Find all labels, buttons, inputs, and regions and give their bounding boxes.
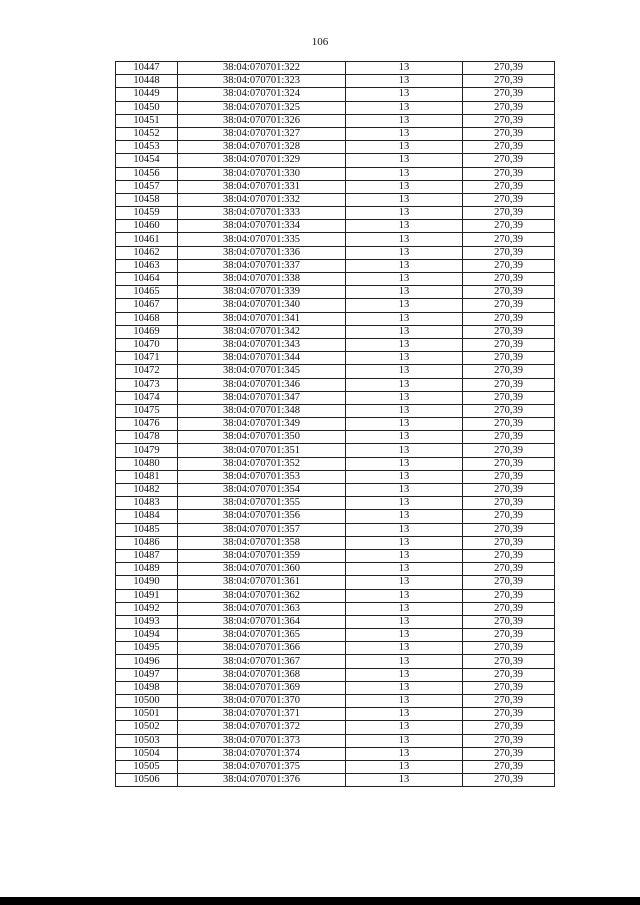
cadastral-number-cell: 38:04:070701:342 <box>178 325 346 338</box>
table-row <box>116 338 555 351</box>
count-cell: 13 <box>346 655 463 668</box>
value-cell: 270,39 <box>463 154 555 167</box>
count-cell: 13 <box>346 207 463 220</box>
value-cell: 270,39 <box>463 418 555 431</box>
count-cell: 13 <box>346 418 463 431</box>
count-cell: 13 <box>346 75 463 88</box>
table-row <box>116 497 555 510</box>
count-cell: 13 <box>346 681 463 694</box>
value-cell: 270,39 <box>463 180 555 193</box>
value-cell: 270,39 <box>463 457 555 470</box>
cadastral-number-cell: 38:04:070701:355 <box>178 497 346 510</box>
count-cell: 13 <box>346 154 463 167</box>
value-cell: 270,39 <box>463 299 555 312</box>
table-row <box>116 325 555 338</box>
row-number-cell: 10503 <box>116 734 178 747</box>
table-row <box>116 220 555 233</box>
row-number-cell: 10494 <box>116 629 178 642</box>
table-row <box>116 668 555 681</box>
cadastral-number-cell: 38:04:070701:357 <box>178 523 346 536</box>
value-cell: 270,39 <box>463 88 555 101</box>
cadastral-number-cell: 38:04:070701:352 <box>178 457 346 470</box>
row-number-cell: 10451 <box>116 114 178 127</box>
table-row <box>116 708 555 721</box>
row-number-cell: 10484 <box>116 510 178 523</box>
cadastral-number-cell: 38:04:070701:364 <box>178 615 346 628</box>
table-row <box>116 629 555 642</box>
cadastral-number-cell: 38:04:070701:325 <box>178 101 346 114</box>
cadastral-number-cell: 38:04:070701:356 <box>178 510 346 523</box>
value-cell: 270,39 <box>463 536 555 549</box>
value-cell: 270,39 <box>463 721 555 734</box>
value-cell: 270,39 <box>463 193 555 206</box>
cadastral-number-cell: 38:04:070701:328 <box>178 141 346 154</box>
value-cell: 270,39 <box>463 273 555 286</box>
row-number-cell: 10474 <box>116 391 178 404</box>
cadastral-number-cell: 38:04:070701:354 <box>178 484 346 497</box>
cadastral-number-cell: 38:04:070701:349 <box>178 418 346 431</box>
count-cell: 13 <box>346 563 463 576</box>
row-number-cell: 10479 <box>116 444 178 457</box>
table-row <box>116 695 555 708</box>
row-number-cell: 10482 <box>116 484 178 497</box>
cadastral-number-cell: 38:04:070701:344 <box>178 352 346 365</box>
value-cell: 270,39 <box>463 470 555 483</box>
cadastral-number-cell: 38:04:070701:375 <box>178 760 346 773</box>
cadastral-number-cell: 38:04:070701:347 <box>178 391 346 404</box>
row-number-cell: 10453 <box>116 141 178 154</box>
row-number-cell: 10496 <box>116 655 178 668</box>
row-number-cell: 10467 <box>116 299 178 312</box>
count-cell: 13 <box>346 747 463 760</box>
row-number-cell: 10449 <box>116 88 178 101</box>
row-number-cell: 10469 <box>116 325 178 338</box>
cadastral-number-cell: 38:04:070701:338 <box>178 273 346 286</box>
row-number-cell: 10456 <box>116 167 178 180</box>
table-row <box>116 760 555 773</box>
row-number-cell: 10464 <box>116 273 178 286</box>
count-cell: 13 <box>346 220 463 233</box>
count-cell: 13 <box>346 180 463 193</box>
row-number-cell: 10495 <box>116 642 178 655</box>
table-row <box>116 378 555 391</box>
table-row <box>116 418 555 431</box>
count-cell: 13 <box>346 312 463 325</box>
row-number-cell: 10480 <box>116 457 178 470</box>
value-cell: 270,39 <box>463 391 555 404</box>
cadastral-number-cell: 38:04:070701:361 <box>178 576 346 589</box>
count-cell: 13 <box>346 642 463 655</box>
value-cell: 270,39 <box>463 101 555 114</box>
cadastral-number-cell: 38:04:070701:327 <box>178 127 346 140</box>
cadastral-number-cell: 38:04:070701:374 <box>178 747 346 760</box>
cadastral-number-cell: 38:04:070701:333 <box>178 207 346 220</box>
table-row <box>116 642 555 655</box>
value-cell: 270,39 <box>463 747 555 760</box>
table-row <box>116 193 555 206</box>
table-row <box>116 549 555 562</box>
row-number-cell: 10491 <box>116 589 178 602</box>
value-cell: 270,39 <box>463 484 555 497</box>
count-cell: 13 <box>346 352 463 365</box>
cadastral-number-cell: 38:04:070701:332 <box>178 193 346 206</box>
count-cell: 13 <box>346 338 463 351</box>
row-number-cell: 10483 <box>116 497 178 510</box>
value-cell: 270,39 <box>463 444 555 457</box>
row-number-cell: 10478 <box>116 431 178 444</box>
cadastral-number-cell: 38:04:070701:368 <box>178 668 346 681</box>
cadastral-number-cell: 38:04:070701:329 <box>178 154 346 167</box>
value-cell: 270,39 <box>463 259 555 272</box>
cadastral-number-cell: 38:04:070701:353 <box>178 470 346 483</box>
row-number-cell: 10497 <box>116 668 178 681</box>
table-row <box>116 563 555 576</box>
cadastral-number-cell: 38:04:070701:350 <box>178 431 346 444</box>
row-number-cell: 10452 <box>116 127 178 140</box>
table-row <box>116 180 555 193</box>
value-cell: 270,39 <box>463 510 555 523</box>
row-number-cell: 10502 <box>116 721 178 734</box>
table-row <box>116 589 555 602</box>
row-number-cell: 10460 <box>116 220 178 233</box>
value-cell: 270,39 <box>463 576 555 589</box>
value-cell: 270,39 <box>463 681 555 694</box>
count-cell: 13 <box>346 299 463 312</box>
cadastral-number-cell: 38:04:070701:337 <box>178 259 346 272</box>
count-cell: 13 <box>346 246 463 259</box>
count-cell: 13 <box>346 259 463 272</box>
value-cell: 270,39 <box>463 207 555 220</box>
count-cell: 13 <box>346 101 463 114</box>
value-cell: 270,39 <box>463 312 555 325</box>
count-cell: 13 <box>346 589 463 602</box>
table-row <box>116 602 555 615</box>
table-row <box>116 655 555 668</box>
row-number-cell: 10506 <box>116 774 178 787</box>
row-number-cell: 10473 <box>116 378 178 391</box>
value-cell: 270,39 <box>463 246 555 259</box>
row-number-cell: 10448 <box>116 75 178 88</box>
table-row <box>116 88 555 101</box>
count-cell: 13 <box>346 602 463 615</box>
cadastral-number-cell: 38:04:070701:334 <box>178 220 346 233</box>
row-number-cell: 10470 <box>116 338 178 351</box>
page-number: 106 <box>311 36 329 48</box>
value-cell: 270,39 <box>463 431 555 444</box>
count-cell: 13 <box>346 88 463 101</box>
row-number-cell: 10486 <box>116 536 178 549</box>
value-cell: 270,39 <box>463 114 555 127</box>
value-cell: 270,39 <box>463 760 555 773</box>
row-number-cell: 10450 <box>116 101 178 114</box>
table-row <box>116 721 555 734</box>
count-cell: 13 <box>346 167 463 180</box>
count-cell: 13 <box>346 273 463 286</box>
count-cell: 13 <box>346 576 463 589</box>
row-number-cell: 10505 <box>116 760 178 773</box>
cadastral-number-cell: 38:04:070701:370 <box>178 695 346 708</box>
cadastral-number-cell: 38:04:070701:373 <box>178 734 346 747</box>
row-number-cell: 10490 <box>116 576 178 589</box>
value-cell: 270,39 <box>463 615 555 628</box>
count-cell: 13 <box>346 523 463 536</box>
value-cell: 270,39 <box>463 549 555 562</box>
registry-table-body <box>116 62 555 787</box>
count-cell: 13 <box>346 431 463 444</box>
count-cell: 13 <box>346 378 463 391</box>
table-row <box>116 75 555 88</box>
table-row <box>116 299 555 312</box>
table-row <box>116 510 555 523</box>
count-cell: 13 <box>346 127 463 140</box>
row-number-cell: 10458 <box>116 193 178 206</box>
count-cell: 13 <box>346 484 463 497</box>
value-cell: 270,39 <box>463 695 555 708</box>
table-row <box>116 734 555 747</box>
cadastral-number-cell: 38:04:070701:330 <box>178 167 346 180</box>
table-row <box>116 444 555 457</box>
row-number-cell: 10485 <box>116 523 178 536</box>
value-cell: 270,39 <box>463 734 555 747</box>
value-cell: 270,39 <box>463 378 555 391</box>
table-row <box>116 431 555 444</box>
row-number-cell: 10465 <box>116 286 178 299</box>
scan-edge-band <box>0 897 640 905</box>
registry-table <box>115 61 555 787</box>
table-row <box>116 457 555 470</box>
table-row <box>116 273 555 286</box>
cadastral-number-cell: 38:04:070701:339 <box>178 286 346 299</box>
count-cell: 13 <box>346 536 463 549</box>
row-number-cell: 10457 <box>116 180 178 193</box>
cadastral-number-cell: 38:04:070701:331 <box>178 180 346 193</box>
row-number-cell: 10463 <box>116 259 178 272</box>
row-number-cell: 10468 <box>116 312 178 325</box>
row-number-cell: 10492 <box>116 602 178 615</box>
table-row <box>116 167 555 180</box>
count-cell: 13 <box>346 62 463 75</box>
value-cell: 270,39 <box>463 668 555 681</box>
value-cell: 270,39 <box>463 127 555 140</box>
count-cell: 13 <box>346 444 463 457</box>
cadastral-number-cell: 38:04:070701:345 <box>178 365 346 378</box>
count-cell: 13 <box>346 510 463 523</box>
table-row <box>116 774 555 787</box>
value-cell: 270,39 <box>463 602 555 615</box>
count-cell: 13 <box>346 774 463 787</box>
value-cell: 270,39 <box>463 708 555 721</box>
table-row <box>116 365 555 378</box>
value-cell: 270,39 <box>463 563 555 576</box>
table-row <box>116 62 555 75</box>
table-row <box>116 747 555 760</box>
row-number-cell: 10500 <box>116 695 178 708</box>
cadastral-number-cell: 38:04:070701:363 <box>178 602 346 615</box>
value-cell: 270,39 <box>463 655 555 668</box>
row-number-cell: 10481 <box>116 470 178 483</box>
count-cell: 13 <box>346 668 463 681</box>
value-cell: 270,39 <box>463 589 555 602</box>
row-number-cell: 10475 <box>116 404 178 417</box>
count-cell: 13 <box>346 114 463 127</box>
count-cell: 13 <box>346 457 463 470</box>
cadastral-number-cell: 38:04:070701:343 <box>178 338 346 351</box>
row-number-cell: 10501 <box>116 708 178 721</box>
table-row <box>116 114 555 127</box>
count-cell: 13 <box>346 708 463 721</box>
row-number-cell: 10498 <box>116 681 178 694</box>
count-cell: 13 <box>346 391 463 404</box>
table-row <box>116 470 555 483</box>
value-cell: 270,39 <box>463 497 555 510</box>
count-cell: 13 <box>346 549 463 562</box>
cadastral-number-cell: 38:04:070701:359 <box>178 549 346 562</box>
cadastral-number-cell: 38:04:070701:326 <box>178 114 346 127</box>
count-cell: 13 <box>346 286 463 299</box>
table-row <box>116 615 555 628</box>
table-row <box>116 259 555 272</box>
table-row <box>116 233 555 246</box>
row-number-cell: 10472 <box>116 365 178 378</box>
row-number-cell: 10489 <box>116 563 178 576</box>
value-cell: 270,39 <box>463 75 555 88</box>
cadastral-number-cell: 38:04:070701:358 <box>178 536 346 549</box>
value-cell: 270,39 <box>463 774 555 787</box>
value-cell: 270,39 <box>463 629 555 642</box>
row-number-cell: 10493 <box>116 615 178 628</box>
cadastral-number-cell: 38:04:070701:367 <box>178 655 346 668</box>
cadastral-number-cell: 38:04:070701:369 <box>178 681 346 694</box>
row-number-cell: 10471 <box>116 352 178 365</box>
cadastral-number-cell: 38:04:070701:372 <box>178 721 346 734</box>
table-row <box>116 391 555 404</box>
cadastral-number-cell: 38:04:070701:376 <box>178 774 346 787</box>
count-cell: 13 <box>346 470 463 483</box>
value-cell: 270,39 <box>463 62 555 75</box>
cadastral-number-cell: 38:04:070701:324 <box>178 88 346 101</box>
row-number-cell: 10462 <box>116 246 178 259</box>
row-number-cell: 10447 <box>116 62 178 75</box>
cadastral-number-cell: 38:04:070701:322 <box>178 62 346 75</box>
count-cell: 13 <box>346 141 463 154</box>
table-row <box>116 246 555 259</box>
table-row <box>116 404 555 417</box>
row-number-cell: 10504 <box>116 747 178 760</box>
table-row <box>116 207 555 220</box>
value-cell: 270,39 <box>463 325 555 338</box>
table-row <box>116 576 555 589</box>
value-cell: 270,39 <box>463 286 555 299</box>
cadastral-number-cell: 38:04:070701:362 <box>178 589 346 602</box>
table-row <box>116 141 555 154</box>
count-cell: 13 <box>346 695 463 708</box>
table-row <box>116 536 555 549</box>
count-cell: 13 <box>346 365 463 378</box>
value-cell: 270,39 <box>463 220 555 233</box>
row-number-cell: 10461 <box>116 233 178 246</box>
row-number-cell: 10487 <box>116 549 178 562</box>
cadastral-number-cell: 38:04:070701:371 <box>178 708 346 721</box>
cadastral-number-cell: 38:04:070701:365 <box>178 629 346 642</box>
value-cell: 270,39 <box>463 642 555 655</box>
value-cell: 270,39 <box>463 352 555 365</box>
value-cell: 270,39 <box>463 404 555 417</box>
table-row <box>116 681 555 694</box>
value-cell: 270,39 <box>463 523 555 536</box>
count-cell: 13 <box>346 497 463 510</box>
cadastral-number-cell: 38:04:070701:323 <box>178 75 346 88</box>
cadastral-number-cell: 38:04:070701:346 <box>178 378 346 391</box>
table-row <box>116 101 555 114</box>
table-row <box>116 484 555 497</box>
cadastral-number-cell: 38:04:070701:360 <box>178 563 346 576</box>
table-row <box>116 312 555 325</box>
count-cell: 13 <box>346 629 463 642</box>
row-number-cell: 10476 <box>116 418 178 431</box>
count-cell: 13 <box>346 734 463 747</box>
cadastral-number-cell: 38:04:070701:336 <box>178 246 346 259</box>
count-cell: 13 <box>346 615 463 628</box>
cadastral-number-cell: 38:04:070701:335 <box>178 233 346 246</box>
cadastral-number-cell: 38:04:070701:341 <box>178 312 346 325</box>
value-cell: 270,39 <box>463 233 555 246</box>
value-cell: 270,39 <box>463 338 555 351</box>
table-row <box>116 352 555 365</box>
count-cell: 13 <box>346 404 463 417</box>
cadastral-number-cell: 38:04:070701:348 <box>178 404 346 417</box>
count-cell: 13 <box>346 760 463 773</box>
table-row <box>116 523 555 536</box>
cadastral-number-cell: 38:04:070701:340 <box>178 299 346 312</box>
value-cell: 270,39 <box>463 167 555 180</box>
count-cell: 13 <box>346 233 463 246</box>
count-cell: 13 <box>346 721 463 734</box>
value-cell: 270,39 <box>463 365 555 378</box>
table-row <box>116 127 555 140</box>
table-row <box>116 154 555 167</box>
cadastral-number-cell: 38:04:070701:366 <box>178 642 346 655</box>
table-row <box>116 286 555 299</box>
row-number-cell: 10454 <box>116 154 178 167</box>
count-cell: 13 <box>346 325 463 338</box>
value-cell: 270,39 <box>463 141 555 154</box>
count-cell: 13 <box>346 193 463 206</box>
row-number-cell: 10459 <box>116 207 178 220</box>
cadastral-number-cell: 38:04:070701:351 <box>178 444 346 457</box>
